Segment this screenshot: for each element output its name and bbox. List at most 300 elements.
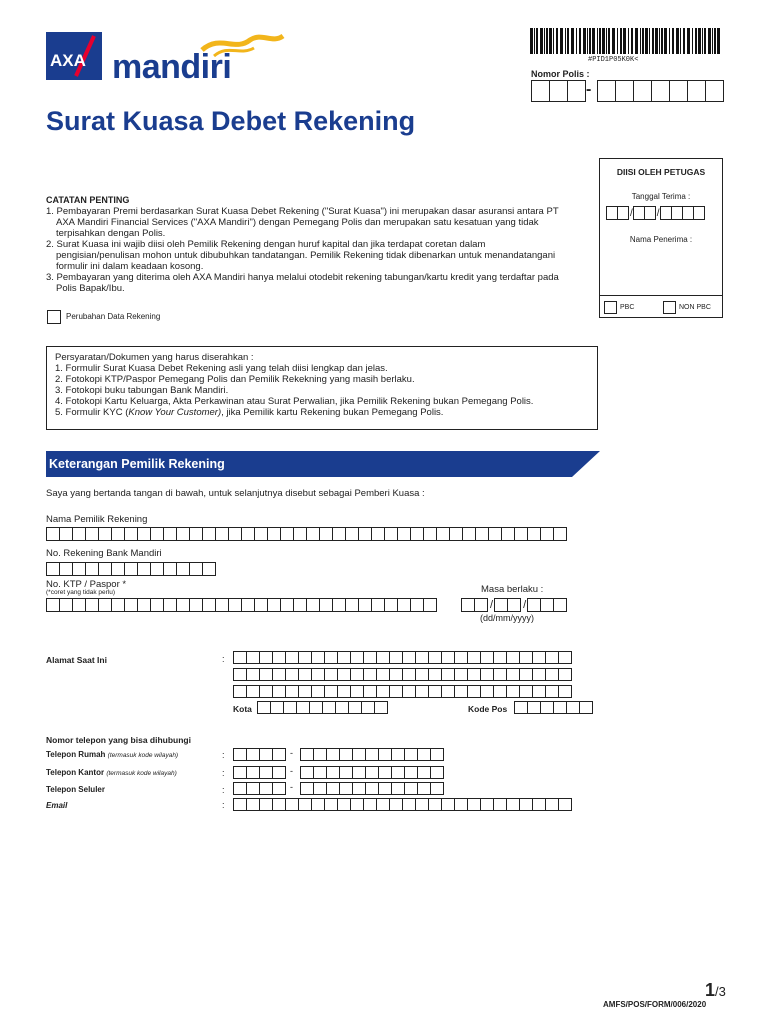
char-box[interactable]	[345, 598, 359, 612]
note-item: 3. Pembayaran yang diterima oleh AXA Mandiri hanya melalui otodebit rekening tabungan/kartu kredit yang terdaftar pada Polis Bapak/Ibu.	[46, 272, 559, 294]
char-box[interactable]	[397, 527, 411, 541]
char-box[interactable]	[404, 766, 418, 779]
id-number-boxes[interactable]	[46, 598, 437, 612]
char-box[interactable]	[553, 701, 567, 714]
char-box[interactable]	[417, 766, 431, 779]
char-box[interactable]	[233, 748, 247, 761]
char-box[interactable]	[352, 766, 366, 779]
char-box[interactable]	[246, 685, 260, 698]
char-box[interactable]	[111, 598, 125, 612]
char-box[interactable]	[402, 798, 416, 811]
char-box[interactable]	[111, 562, 125, 576]
char-box[interactable]	[415, 798, 429, 811]
char-box[interactable]	[527, 701, 541, 714]
char-box[interactable]	[415, 685, 429, 698]
char-box[interactable]	[293, 527, 307, 541]
char-box[interactable]	[441, 651, 455, 664]
notes-heading: CATATAN PENTING	[46, 195, 130, 205]
char-box[interactable]	[228, 598, 242, 612]
char-box[interactable]	[285, 668, 299, 681]
char-box[interactable]	[259, 748, 273, 761]
char-box[interactable]	[501, 527, 515, 541]
char-box[interactable]	[111, 527, 125, 541]
char-box[interactable]	[348, 701, 362, 714]
mobile-phone-number-boxes[interactable]	[300, 782, 444, 795]
owner-name-boxes[interactable]	[46, 527, 567, 541]
id-number-label: No. KTP / Paspor *	[46, 579, 127, 590]
char-box[interactable]	[176, 598, 190, 612]
char-box[interactable]	[72, 562, 86, 576]
char-box[interactable]	[332, 527, 346, 541]
char-box[interactable]	[46, 527, 60, 541]
char-box[interactable]	[350, 651, 364, 664]
char-box[interactable]	[246, 766, 260, 779]
requirement-item: 2. Fotokopi KTP/Paspor Pemegang Polis dan Pemilik Rekekning yang masih berlaku.	[55, 374, 415, 385]
char-box[interactable]	[352, 782, 366, 795]
char-box[interactable]	[376, 685, 390, 698]
char-box[interactable]	[371, 527, 385, 541]
char-box[interactable]	[311, 798, 325, 811]
char-box[interactable]	[350, 668, 364, 681]
char-box[interactable]	[436, 527, 450, 541]
date-received-boxes[interactable]: / /	[606, 206, 705, 220]
char-box[interactable]	[374, 701, 388, 714]
char-box[interactable]	[85, 598, 99, 612]
char-box[interactable]	[441, 668, 455, 681]
char-box[interactable]	[98, 527, 112, 541]
char-box[interactable]	[85, 527, 99, 541]
char-box[interactable]	[202, 562, 216, 576]
id-number-note: (*coret yang tidak perlu)	[46, 589, 116, 596]
char-box[interactable]	[467, 668, 481, 681]
page-number	[705, 980, 726, 1001]
date-received-label: Tanggal Terima :	[631, 192, 691, 201]
char-box[interactable]	[124, 562, 138, 576]
char-box[interactable]	[402, 668, 416, 681]
char-box[interactable]	[59, 527, 73, 541]
account-number-label: No. Rekening Bank Mandiri	[46, 548, 162, 559]
barcode	[530, 28, 722, 56]
char-box[interactable]	[558, 668, 572, 681]
char-box[interactable]	[313, 748, 327, 761]
char-box[interactable]	[480, 651, 494, 664]
char-box[interactable]	[532, 651, 546, 664]
char-box[interactable]	[150, 527, 164, 541]
char-box[interactable]	[298, 685, 312, 698]
char-box[interactable]	[324, 651, 338, 664]
char-box[interactable]	[285, 685, 299, 698]
char-box[interactable]	[454, 651, 468, 664]
char-box[interactable]	[384, 598, 398, 612]
char-box[interactable]	[441, 685, 455, 698]
char-box[interactable]	[176, 527, 190, 541]
address-line-3[interactable]	[233, 685, 572, 698]
char-box[interactable]	[324, 685, 338, 698]
char-box[interactable]	[506, 651, 520, 664]
char-box[interactable]	[363, 798, 377, 811]
char-box[interactable]	[137, 562, 151, 576]
char-box[interactable]	[137, 527, 151, 541]
char-box[interactable]	[493, 798, 507, 811]
char-box[interactable]	[376, 798, 390, 811]
char-box[interactable]	[532, 685, 546, 698]
char-box[interactable]	[532, 668, 546, 681]
char-box[interactable]	[527, 527, 541, 541]
char-box[interactable]	[215, 598, 229, 612]
char-box[interactable]	[150, 562, 164, 576]
barcode-code: #PID1P05K0K<	[588, 56, 639, 64]
char-box[interactable]	[337, 668, 351, 681]
char-box[interactable]	[519, 685, 533, 698]
char-box[interactable]	[339, 748, 353, 761]
char-box[interactable]	[566, 701, 580, 714]
home-phone-area-boxes[interactable]	[233, 748, 286, 761]
char-box[interactable]	[363, 668, 377, 681]
char-box[interactable]	[313, 766, 327, 779]
policy-number-boxes-a[interactable]	[531, 80, 586, 102]
char-box[interactable]	[59, 562, 73, 576]
char-box[interactable]	[514, 701, 528, 714]
char-box[interactable]	[259, 782, 273, 795]
char-box[interactable]	[202, 598, 216, 612]
char-box[interactable]	[545, 798, 559, 811]
char-box[interactable]	[462, 527, 476, 541]
char-box[interactable]	[272, 685, 286, 698]
char-box[interactable]	[272, 798, 286, 811]
char-box[interactable]	[365, 766, 379, 779]
date-format-hint: (dd/mm/yyyy)	[480, 613, 534, 623]
char-box[interactable]	[430, 748, 444, 761]
char-box[interactable]	[428, 798, 442, 811]
char-box[interactable]	[358, 527, 372, 541]
char-box[interactable]	[519, 798, 533, 811]
char-box[interactable]	[365, 782, 379, 795]
char-box[interactable]	[163, 598, 177, 612]
char-box[interactable]	[365, 748, 379, 761]
char-box[interactable]	[361, 701, 375, 714]
requirement-item: 4. Fotokopi Kartu Keluarga, Akta Perkawinan atau Surat Perwalian, jika Pemilik Rekening bukan Pemegang Polis.	[55, 396, 534, 407]
char-box[interactable]	[300, 782, 314, 795]
char-box[interactable]	[163, 562, 177, 576]
pbc-checkbox[interactable]	[604, 301, 617, 314]
char-box[interactable]	[326, 766, 340, 779]
postal-code-boxes[interactable]	[514, 701, 593, 714]
mobile-phone-area-boxes[interactable]	[233, 782, 286, 795]
page-total: /3	[715, 984, 726, 999]
char-box[interactable]	[540, 701, 554, 714]
char-box[interactable]	[246, 748, 260, 761]
char-box[interactable]	[259, 685, 273, 698]
account-number-boxes[interactable]	[46, 562, 216, 576]
char-box[interactable]	[428, 651, 442, 664]
char-box[interactable]	[389, 798, 403, 811]
owner-name-label: Nama Pemilik Rekening	[46, 514, 148, 525]
char-box[interactable]	[337, 798, 351, 811]
char-box[interactable]	[363, 685, 377, 698]
char-box[interactable]	[417, 748, 431, 761]
char-box[interactable]	[467, 798, 481, 811]
char-box[interactable]	[319, 598, 333, 612]
char-box[interactable]	[189, 562, 203, 576]
char-box[interactable]	[480, 798, 494, 811]
char-box[interactable]	[322, 701, 336, 714]
char-box[interactable]	[298, 668, 312, 681]
requirements-box	[46, 346, 598, 430]
section-title: Keterangan Pemilik Rekening	[49, 457, 225, 471]
notes-list	[46, 206, 566, 294]
char-box[interactable]	[298, 651, 312, 664]
char-box[interactable]	[98, 598, 112, 612]
char-box[interactable]	[306, 598, 320, 612]
char-box[interactable]	[402, 685, 416, 698]
char-box[interactable]	[272, 748, 286, 761]
char-box[interactable]	[376, 651, 390, 664]
char-box[interactable]	[233, 766, 247, 779]
char-box[interactable]	[233, 782, 247, 795]
char-box[interactable]	[363, 651, 377, 664]
char-box[interactable]	[285, 798, 299, 811]
address-colon: :	[222, 654, 225, 664]
char-box[interactable]	[246, 651, 260, 664]
char-box[interactable]	[270, 701, 284, 714]
non-pbc-label: NON PBC	[679, 304, 711, 311]
char-box[interactable]	[124, 598, 138, 612]
char-box[interactable]	[233, 651, 247, 664]
char-box[interactable]	[475, 527, 489, 541]
officer-heading: DIISI OLEH PETUGAS	[616, 167, 706, 177]
char-box[interactable]	[46, 562, 60, 576]
char-box[interactable]	[545, 651, 559, 664]
char-box[interactable]	[467, 685, 481, 698]
home-phone-number-boxes[interactable]	[300, 748, 444, 761]
char-box[interactable]	[558, 685, 572, 698]
char-box[interactable]	[326, 748, 340, 761]
requirement-item: 3. Fotokopi buku tabungan Bank Mandiri.	[55, 385, 229, 396]
char-box[interactable]	[389, 685, 403, 698]
char-box[interactable]	[519, 668, 533, 681]
char-box[interactable]	[480, 668, 494, 681]
char-box[interactable]	[404, 782, 418, 795]
char-box[interactable]	[514, 527, 528, 541]
char-box[interactable]	[350, 798, 364, 811]
char-box[interactable]	[454, 798, 468, 811]
char-box[interactable]	[339, 782, 353, 795]
requirements-heading: Persyaratan/Dokumen yang harus diserahkan :	[55, 352, 254, 363]
char-box[interactable]	[378, 782, 392, 795]
char-box[interactable]	[358, 598, 372, 612]
address-line-2[interactable]	[233, 668, 572, 681]
char-box[interactable]	[423, 598, 437, 612]
char-box[interactable]	[352, 748, 366, 761]
char-box[interactable]	[397, 598, 411, 612]
mobile-phone-dash: -	[290, 782, 293, 792]
char-box[interactable]	[337, 685, 351, 698]
mobile-phone-colon: :	[222, 785, 225, 795]
mandiri-logo: mandiri	[112, 48, 232, 86]
char-box[interactable]	[311, 651, 325, 664]
char-box[interactable]	[280, 527, 294, 541]
char-box[interactable]	[384, 527, 398, 541]
char-box[interactable]	[506, 668, 520, 681]
char-box[interactable]	[410, 598, 424, 612]
change-account-checkbox[interactable]	[47, 310, 61, 324]
char-box[interactable]	[493, 668, 507, 681]
office-phone-number-boxes[interactable]	[300, 766, 444, 779]
office-phone-area-boxes[interactable]	[233, 766, 286, 779]
char-box[interactable]	[335, 701, 349, 714]
char-box[interactable]	[558, 651, 572, 664]
char-box[interactable]	[124, 527, 138, 541]
char-box[interactable]	[59, 598, 73, 612]
char-box[interactable]	[306, 527, 320, 541]
char-box[interactable]	[441, 798, 455, 811]
char-box[interactable]	[233, 685, 247, 698]
char-box[interactable]	[283, 701, 297, 714]
char-box[interactable]	[241, 598, 255, 612]
char-box[interactable]	[417, 782, 431, 795]
city-boxes[interactable]	[257, 701, 388, 714]
axa-logo-mark	[46, 32, 102, 80]
char-box[interactable]	[272, 651, 286, 664]
char-box[interactable]	[280, 598, 294, 612]
char-box[interactable]	[254, 527, 268, 541]
char-box[interactable]	[415, 668, 429, 681]
char-box[interactable]	[493, 651, 507, 664]
char-box[interactable]	[326, 782, 340, 795]
char-box[interactable]	[324, 798, 338, 811]
char-box[interactable]	[272, 782, 286, 795]
char-box[interactable]	[423, 527, 437, 541]
char-box[interactable]	[480, 685, 494, 698]
char-box[interactable]	[345, 527, 359, 541]
char-box[interactable]	[532, 798, 546, 811]
char-box[interactable]	[454, 668, 468, 681]
char-box[interactable]	[233, 668, 247, 681]
char-box[interactable]	[311, 685, 325, 698]
char-box[interactable]	[189, 598, 203, 612]
policy-number-boxes-b[interactable]	[597, 80, 724, 102]
char-box[interactable]	[449, 527, 463, 541]
char-box[interactable]	[389, 668, 403, 681]
char-box[interactable]	[246, 798, 260, 811]
char-box[interactable]	[391, 766, 405, 779]
char-box[interactable]	[176, 562, 190, 576]
char-box[interactable]	[545, 685, 559, 698]
char-box[interactable]	[300, 766, 314, 779]
char-box[interactable]	[332, 598, 346, 612]
char-box[interactable]	[410, 527, 424, 541]
char-box[interactable]	[402, 651, 416, 664]
char-box[interactable]	[430, 782, 444, 795]
char-box[interactable]	[163, 527, 177, 541]
char-box[interactable]	[391, 748, 405, 761]
char-box[interactable]	[272, 668, 286, 681]
office-phone-dash: -	[290, 766, 293, 776]
char-box[interactable]	[98, 562, 112, 576]
char-box[interactable]	[72, 598, 86, 612]
char-box[interactable]	[430, 766, 444, 779]
char-box[interactable]	[389, 651, 403, 664]
char-box[interactable]	[391, 782, 405, 795]
char-box[interactable]	[579, 701, 593, 714]
char-box[interactable]	[233, 798, 247, 811]
char-box[interactable]	[189, 527, 203, 541]
char-box[interactable]	[202, 527, 216, 541]
char-box[interactable]	[46, 598, 60, 612]
char-box[interactable]	[246, 782, 260, 795]
email-boxes[interactable]	[233, 798, 572, 811]
char-box[interactable]	[319, 527, 333, 541]
char-box[interactable]	[337, 651, 351, 664]
char-box[interactable]	[293, 598, 307, 612]
char-box[interactable]	[215, 527, 229, 541]
char-box[interactable]	[267, 527, 281, 541]
char-box[interactable]	[137, 598, 151, 612]
char-box[interactable]	[324, 668, 338, 681]
char-box[interactable]	[519, 651, 533, 664]
note-item: 1. Pembayaran Premi berdasarkan Surat Kuasa Debet Rekening ("Surat Kuasa") ini merupakan dasar asuransi antara PT AXA Mandiri Financial Services ("AXA Mandiri") dengan Pemegang Polis dan merupakan satu kesatuan yang tidak terpisahkan dengan Polis.	[46, 206, 559, 239]
char-box[interactable]	[493, 685, 507, 698]
char-box[interactable]	[378, 748, 392, 761]
char-box[interactable]	[300, 748, 314, 761]
char-box[interactable]	[259, 766, 273, 779]
char-box[interactable]	[371, 598, 385, 612]
char-box[interactable]	[428, 685, 442, 698]
char-box[interactable]	[72, 527, 86, 541]
char-box[interactable]	[85, 562, 99, 576]
char-box[interactable]	[311, 668, 325, 681]
char-box[interactable]	[272, 766, 286, 779]
pbc-label: PBC	[620, 304, 635, 311]
char-box[interactable]	[228, 527, 242, 541]
char-box[interactable]	[339, 766, 353, 779]
address-line-1[interactable]	[233, 651, 572, 664]
char-box[interactable]	[378, 766, 392, 779]
char-box[interactable]	[376, 668, 390, 681]
char-box[interactable]	[558, 798, 572, 811]
char-box[interactable]	[259, 798, 273, 811]
char-box[interactable]	[506, 798, 520, 811]
char-box[interactable]	[285, 651, 299, 664]
char-box[interactable]	[415, 651, 429, 664]
char-box[interactable]	[241, 527, 255, 541]
char-box[interactable]	[404, 748, 418, 761]
char-box[interactable]	[246, 668, 260, 681]
char-box[interactable]	[257, 701, 271, 714]
non-pbc-checkbox[interactable]	[663, 301, 676, 314]
char-box[interactable]	[254, 598, 268, 612]
char-box[interactable]	[267, 598, 281, 612]
char-box[interactable]	[296, 701, 310, 714]
char-box[interactable]	[553, 527, 567, 541]
char-box[interactable]	[150, 598, 164, 612]
char-box[interactable]	[298, 798, 312, 811]
char-box[interactable]	[350, 685, 364, 698]
char-box[interactable]	[259, 668, 273, 681]
char-box[interactable]	[488, 527, 502, 541]
char-box[interactable]	[309, 701, 323, 714]
requirement-item: 1. Formulir Surat Kuasa Debet Rekening asli yang telah diisi lengkap dan jelas.	[55, 363, 388, 374]
char-box[interactable]	[506, 685, 520, 698]
valid-until-boxes[interactable]: / /	[461, 598, 567, 612]
char-box[interactable]	[428, 668, 442, 681]
char-box[interactable]	[545, 668, 559, 681]
char-box[interactable]	[540, 527, 554, 541]
char-box[interactable]	[259, 651, 273, 664]
char-box[interactable]	[313, 782, 327, 795]
char-box[interactable]	[467, 651, 481, 664]
char-box[interactable]	[454, 685, 468, 698]
